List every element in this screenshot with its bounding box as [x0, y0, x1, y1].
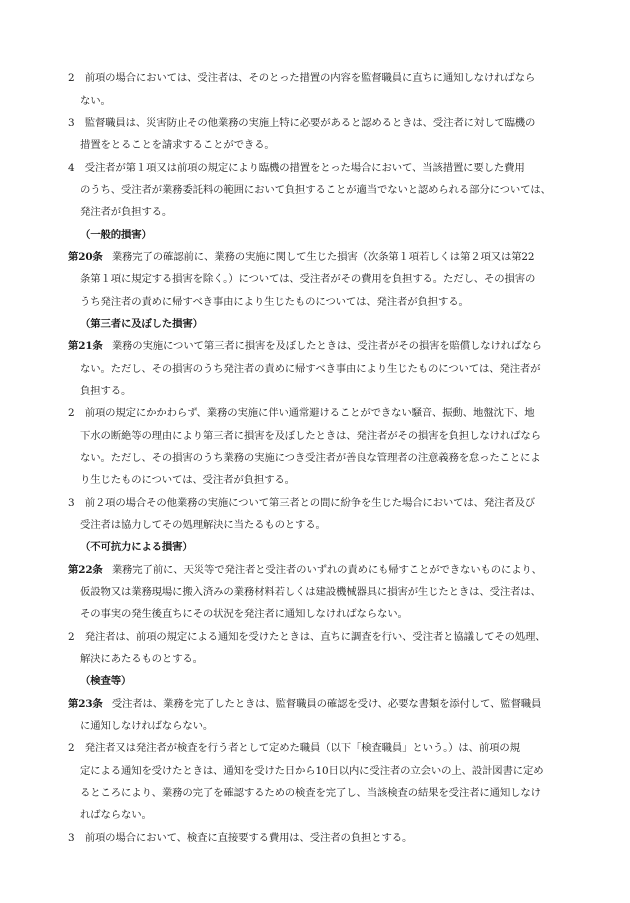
- paragraph-line: 定による通知を受けたときは、通知を受けた日から10日以内に受注者の立会いの上、設計図書に定め: [80, 765, 544, 777]
- section-heading: （不可抗力による損害）: [80, 541, 193, 553]
- paragraph-line: 措置をとることを請求することができる。: [80, 139, 275, 151]
- paragraph-line: 2 発注者は、前項の規定による通知を受けたときは、直ちに調査を行い、受注者と協議してその処理、: [68, 631, 546, 643]
- article-text: 業務完了の確認前に、業務の実施に関して生じた損害（次条第１項若しくは第２項又は第22: [111, 251, 535, 263]
- paragraph-line: ない。ただし、その損害のうち発注者の責めに帰すべき事由により生じたものについては、発注者が: [80, 363, 541, 375]
- article-number: 第21条: [68, 340, 103, 352]
- paragraph-line: のうち、受注者が業務委託料の範囲において負担することが適当でないと認められる部分については、: [80, 184, 551, 196]
- article-number: 第22条: [68, 564, 103, 576]
- paragraph-line: うち発注者の責めに帰すべき事由により生じたものについては、発注者が負担する。: [80, 296, 469, 308]
- paragraph-line: 2 前項の場合においては、受注者は、そのとった措置の内容を監督職員に直ちに通知しなければなら: [68, 72, 536, 84]
- paragraph-line: 3 前２項の場合その他業務の実施について第三者との間に紛争を生じた場合においては、発注者及び: [68, 497, 536, 509]
- paragraph-line: に通知しなければならない。: [80, 720, 214, 732]
- paragraph-line: 仮設物又は業務現場に搬入済みの業務材料若しくは建設機械器具に損害が生じたときは、受注者は、: [80, 586, 541, 598]
- paragraph-line: 発注者が負担する。: [80, 206, 173, 218]
- article-line: [68, 339, 542, 353]
- paragraph-line: 2 発注者又は発注者が検査を行う者として定めた職員（以下「検査職員」という。）は、前項の規: [68, 742, 520, 754]
- paragraph-line: 2 前項の規定にかかわらず、業務の実施に伴い通常避けることができない騒音、振動、地盤沈下、地: [68, 407, 535, 419]
- article-text: 業務の実施について第三者に損害を及ぼしたときは、受注者がその損害を賠償しなければなら: [111, 340, 542, 352]
- paragraph-line: その事実の発生後直ちにその状況を発注者に通知しなければならない。: [80, 608, 408, 620]
- section-heading: （第三者に及ぼした損害）: [80, 318, 203, 330]
- paragraph-line: ない。ただし、その損害のうち業務の実施につき受注者が善良な管理者の注意義務を怠ったことによ: [80, 452, 541, 464]
- paragraph-line: 3 前項の場合において、検査に直接要する費用は、受注者の負担とする。: [68, 832, 413, 844]
- article-text: 業務完了前に、天災等で発注者と受注者のいずれの責めにも帰すことができないものにより、: [111, 564, 542, 576]
- paragraph-line: り生じたものについては、受注者が負担する。: [80, 474, 295, 486]
- article-line: [68, 250, 534, 264]
- paragraph-line: 解決にあたるものとする。: [80, 653, 203, 665]
- article-line: [68, 697, 541, 711]
- paragraph-line: るところにより、業務の完了を確認するための検査を完了し、当該検査の結果を受注者に通知しなけ: [80, 787, 541, 799]
- paragraph-line: 4 受注者が第１項又は前項の規定により臨機の措置をとった場合において、当該措置に要した費用: [68, 162, 525, 174]
- section-heading: （検査等）: [80, 675, 132, 687]
- article-number: 第23条: [68, 698, 103, 710]
- paragraph-line: 下水の断絶等の理由により第三者に損害を及ぼしたときは、発注者がその損害を負担しなければなら: [80, 430, 541, 442]
- paragraph-line: 条第１項に規定する損害を除く。）については、受注者がその費用を負担する。ただし、その損害の: [80, 273, 536, 285]
- article-number: 第20条: [68, 251, 103, 263]
- section-heading: （一般的損害）: [80, 229, 152, 241]
- paragraph-line: ればならない。: [80, 809, 152, 821]
- paragraph-line: 3 監督職員は、災害防止その他業務の実施上特に必要があると認めるときは、受注者に対して臨機の: [68, 117, 536, 129]
- paragraph-line: 受注者は協力してその処理解決に当たるものとする。: [80, 519, 326, 531]
- paragraph-line: 負担する。: [80, 385, 132, 397]
- paragraph-line: ない。: [80, 95, 111, 107]
- article-text: 受注者は、業務を完了したときは、監督職員の確認を受け、必要な書類を添付して、監督職員: [111, 698, 542, 710]
- article-line: [68, 563, 542, 577]
